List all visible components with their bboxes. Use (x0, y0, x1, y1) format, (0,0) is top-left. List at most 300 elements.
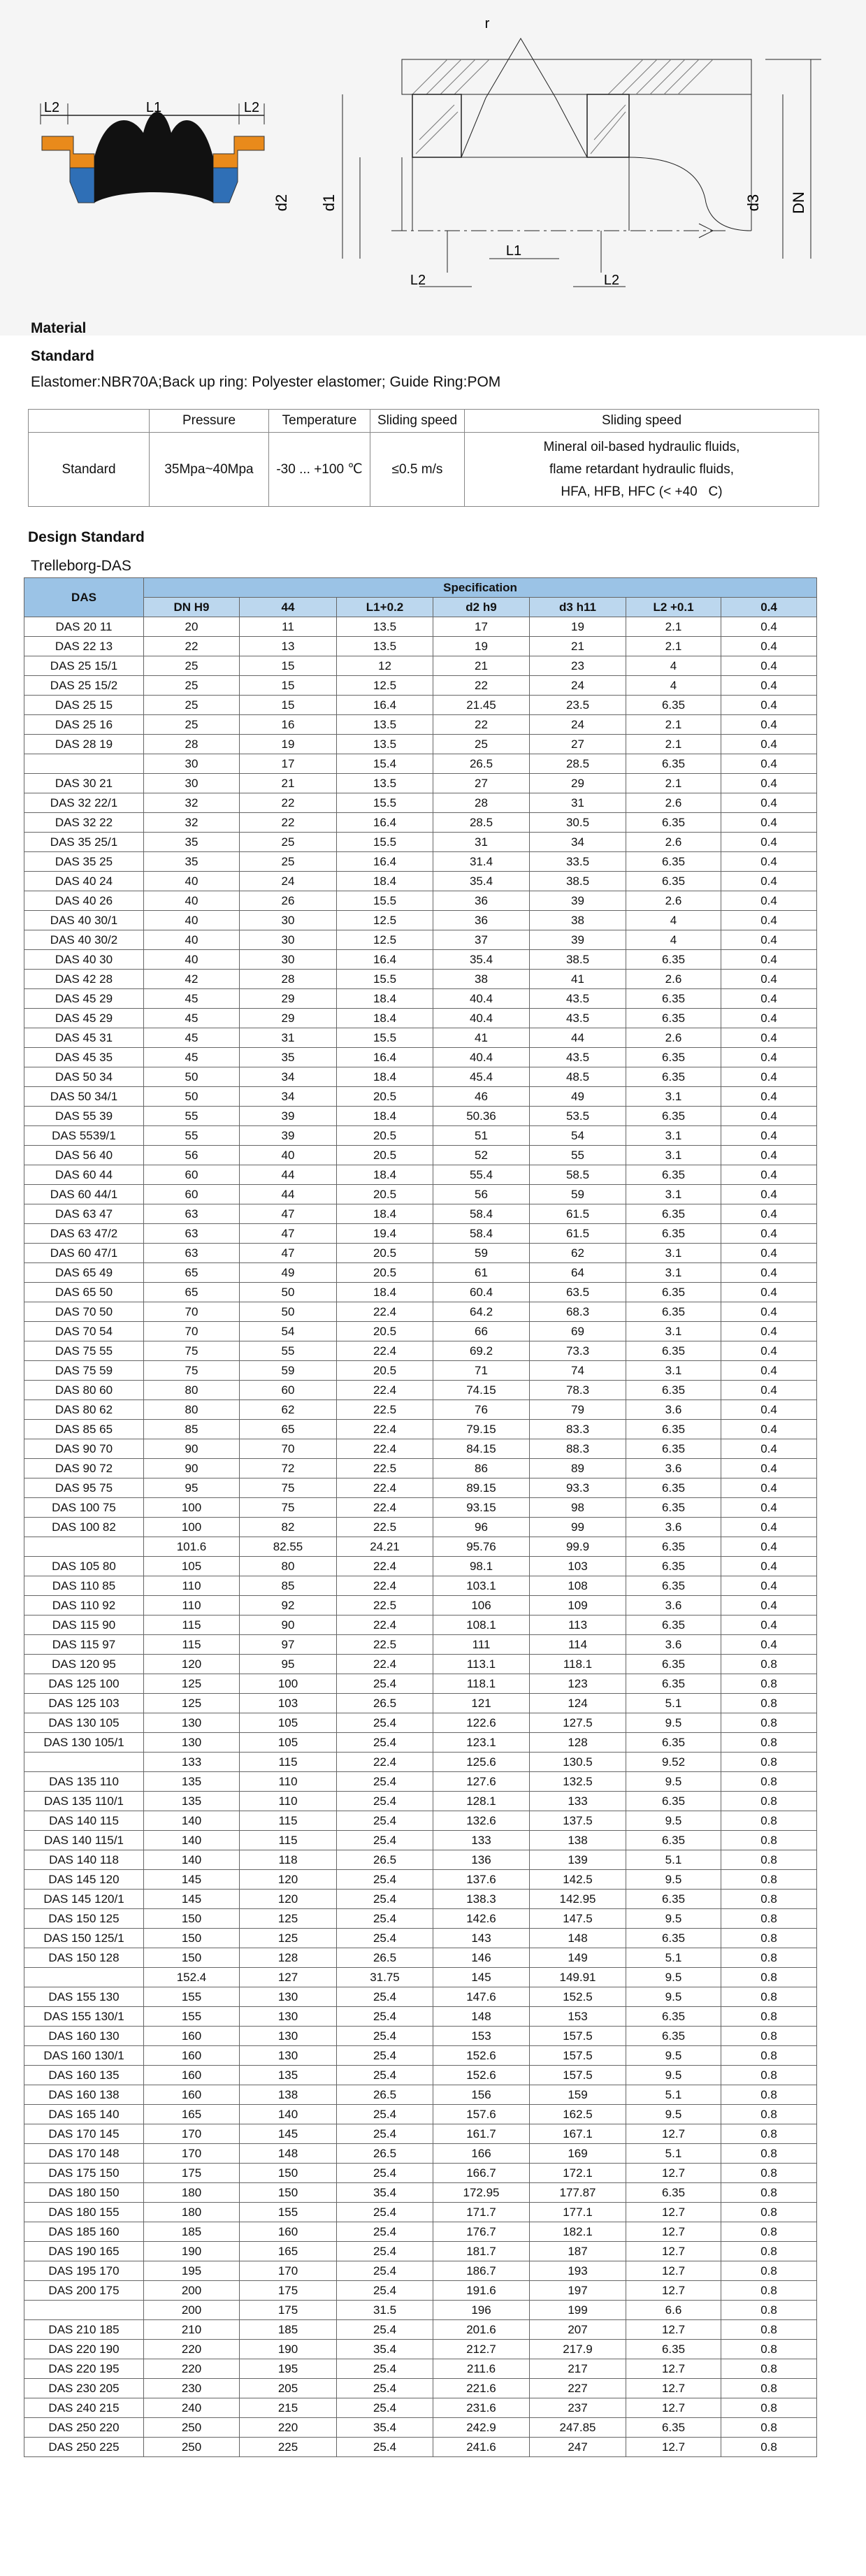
table-cell: 167.1 (530, 2124, 626, 2144)
table-row (24, 1087, 817, 1107)
table-cell: 18.4 (337, 1107, 433, 1126)
table-cell: 201.6 (433, 2320, 530, 2340)
table-row (24, 1498, 817, 1518)
table-cell: 161.7 (433, 2124, 530, 2144)
das-part-number: DAS 170 148 (24, 2144, 144, 2164)
table-row (24, 1674, 817, 1694)
table-cell: 0.8 (721, 2105, 817, 2124)
table-cell: 0.8 (721, 1831, 817, 1850)
table-cell: 25.4 (337, 2359, 433, 2379)
table-cell: 25.4 (337, 1870, 433, 1890)
table-cell: 3.6 (626, 1518, 721, 1537)
das-part-number: DAS 150 125 (24, 1909, 144, 1929)
table-cell: 62 (240, 1400, 337, 1420)
table-cell: 135 (144, 1772, 240, 1792)
table-row (24, 2027, 817, 2046)
table-cell: 29 (240, 989, 337, 1009)
table-cell: 59 (530, 1185, 626, 1204)
table-cell: 3.6 (626, 1459, 721, 1478)
table-cell: 35.4 (337, 2340, 433, 2359)
table-cell: 63 (144, 1224, 240, 1244)
table-cell: 0.4 (721, 930, 817, 950)
table-cell: 58.5 (530, 1165, 626, 1185)
table-row (24, 2242, 817, 2261)
table-cell: 9.5 (626, 1968, 721, 1987)
table-cell: 12.7 (626, 2261, 721, 2281)
table-cell: 24 (530, 676, 626, 696)
table-cell: 128 (240, 1948, 337, 1968)
table-cell: 215 (240, 2398, 337, 2418)
das-part-number: DAS 75 55 (24, 1341, 144, 1361)
table-cell: 0.8 (721, 1890, 817, 1909)
table-cell: 115 (144, 1635, 240, 1655)
das-part-number: DAS 35 25 (24, 852, 144, 872)
table-row (24, 1185, 817, 1204)
table-cell: 193 (530, 2261, 626, 2281)
table-cell: 32 (144, 793, 240, 813)
table-cell: 50 (144, 1067, 240, 1087)
table-cell: 22 (240, 793, 337, 813)
table-cell: 185 (144, 2222, 240, 2242)
table-cell: 13.5 (337, 774, 433, 793)
table-cell: 54 (240, 1322, 337, 1341)
table-row (24, 2301, 817, 2320)
table-cell: 22.4 (337, 1478, 433, 1498)
table-cell: 0.8 (721, 2242, 817, 2261)
table-cell: 2.6 (626, 833, 721, 852)
table-cell: 2.1 (626, 617, 721, 637)
table-cell: 160 (144, 2046, 240, 2066)
table-cell: 0.4 (721, 1204, 817, 1224)
table-cell: 22.4 (337, 1616, 433, 1635)
table-cell: 9.5 (626, 2105, 721, 2124)
table-cell: 139 (530, 1850, 626, 1870)
col-l1: L1+0.2 (337, 598, 433, 617)
table-cell: 72 (240, 1459, 337, 1478)
table-row (24, 1028, 817, 1048)
table-cell: 6.35 (626, 1478, 721, 1498)
table-cell: 149 (530, 1948, 626, 1968)
table-cell: 0.8 (721, 2007, 817, 2027)
das-part-number: DAS 250 220 (24, 2418, 144, 2438)
table-cell: 69 (530, 1322, 626, 1341)
table-cell: 157.6 (433, 2105, 530, 2124)
table-cell: 3.6 (626, 1596, 721, 1616)
das-part-number: DAS 42 28 (24, 970, 144, 989)
table-cell: 25.4 (337, 1713, 433, 1733)
table-cell: 31.75 (337, 1968, 433, 1987)
table-cell: 241.6 (433, 2438, 530, 2457)
table-cell: 13.5 (337, 617, 433, 637)
table-row (24, 1870, 817, 1890)
table-cell: 135 (240, 2066, 337, 2085)
table-cell: 0.4 (721, 1420, 817, 1439)
table-cell: 105 (240, 1733, 337, 1753)
table-cell: 100 (144, 1498, 240, 1518)
table-cell: 12.7 (626, 2379, 721, 2398)
table-cell: 45 (144, 1009, 240, 1028)
das-part-number: DAS 28 19 (24, 735, 144, 754)
col-44: 44 (240, 598, 337, 617)
table-cell: 29 (530, 774, 626, 793)
das-part-number: DAS 25 15/2 (24, 676, 144, 696)
table-cell: 169 (530, 2144, 626, 2164)
table-cell: 0.4 (721, 989, 817, 1009)
table-cell: 58.4 (433, 1224, 530, 1244)
table-row (24, 715, 817, 735)
table-cell: 221.6 (433, 2379, 530, 2398)
table-row (24, 1224, 817, 1244)
table-cell: 99.9 (530, 1537, 626, 1557)
table-cell: 26.5 (337, 2085, 433, 2105)
table-cell: 43.5 (530, 1009, 626, 1028)
table-cell: 6.35 (626, 1048, 721, 1067)
table-cell: 19 (240, 735, 337, 754)
table-cell: 247 (530, 2438, 626, 2457)
table-cell: 15.5 (337, 833, 433, 852)
das-part-number: DAS 135 110 (24, 1772, 144, 1792)
das-part-number: DAS 210 185 (24, 2320, 144, 2340)
table-cell: 12 (337, 656, 433, 676)
table-cell: 22.5 (337, 1518, 433, 1537)
table-row (24, 1987, 817, 2007)
table-row (24, 676, 817, 696)
table-cell: 35.4 (433, 950, 530, 970)
table-cell: 127.5 (530, 1713, 626, 1733)
table-cell: 30 (144, 754, 240, 774)
seal-drawings-svg (0, 0, 866, 336)
table-cell: 6.35 (626, 1890, 721, 1909)
table-cell: 25 (240, 852, 337, 872)
table-cell: 137.5 (530, 1811, 626, 1831)
table-cell: 20.5 (337, 1263, 433, 1283)
table-cell: 0.4 (721, 735, 817, 754)
table-cell: 38 (530, 911, 626, 930)
das-part-number (24, 1753, 144, 1772)
table-cell: 0.8 (721, 1733, 817, 1753)
table-cell: 145 (144, 1890, 240, 1909)
table-cell: 15.5 (337, 970, 433, 989)
table-cell: 60.4 (433, 1283, 530, 1302)
table-cell: 20.5 (337, 1244, 433, 1263)
das-part-number: DAS 85 65 (24, 1420, 144, 1439)
table-cell: 15 (240, 676, 337, 696)
table-cell: 157.5 (530, 2046, 626, 2066)
material-description: Elastomer:NBR70A;Back up ring: Polyester elastomer; Guide Ring:POM (31, 374, 501, 390)
table-row (24, 1655, 817, 1674)
table-cell: 125 (144, 1694, 240, 1713)
das-part-number: DAS 140 118 (24, 1850, 144, 1870)
table-cell: 125 (240, 1909, 337, 1929)
table-row (24, 2046, 817, 2066)
table-cell: 75 (144, 1341, 240, 1361)
table-cell: 93.3 (530, 1478, 626, 1498)
table-cell: 127.6 (433, 1772, 530, 1792)
table-cell: 92 (240, 1596, 337, 1616)
table-cell: 0.4 (721, 1263, 817, 1283)
table-cell: 21 (240, 774, 337, 793)
table-cell: 0.4 (721, 676, 817, 696)
table-cell: 0.4 (721, 1478, 817, 1498)
table-cell: 4 (626, 676, 721, 696)
table-cell: 0.4 (721, 1244, 817, 1263)
table-cell: 22 (433, 715, 530, 735)
table-cell: 23 (530, 656, 626, 676)
table-cell: 6.35 (626, 2183, 721, 2203)
table-cell: 19.4 (337, 1224, 433, 1244)
standard-heading: Standard (31, 348, 95, 364)
table-cell: 0.4 (721, 774, 817, 793)
table-cell: 200 (144, 2301, 240, 2320)
table-cell: 49 (240, 1263, 337, 1283)
das-part-number: DAS 5539/1 (24, 1126, 144, 1146)
table-cell: 20.5 (337, 1087, 433, 1107)
table-cell: 12.7 (626, 2281, 721, 2301)
table-cell: 110 (240, 1772, 337, 1792)
table-cell: 6.35 (626, 2027, 721, 2046)
table-cell: 6.35 (626, 1381, 721, 1400)
spec-row-label: Standard (29, 433, 150, 507)
table-cell: 130 (144, 1733, 240, 1753)
das-part-number (24, 754, 144, 774)
table-row (24, 656, 817, 676)
table-cell: 40 (240, 1146, 337, 1165)
das-part-number: DAS 65 49 (24, 1263, 144, 1283)
das-part-number: DAS 185 160 (24, 2222, 144, 2242)
table-cell: 75 (240, 1498, 337, 1518)
table-cell: 197 (530, 2281, 626, 2301)
das-part-number: DAS 75 59 (24, 1361, 144, 1381)
table-cell: 9.5 (626, 1772, 721, 1792)
table-cell: 110 (240, 1792, 337, 1811)
table-cell: 95.76 (433, 1537, 530, 1557)
table-cell: 237 (530, 2398, 626, 2418)
das-part-number: DAS 180 150 (24, 2183, 144, 2203)
table-cell: 150 (144, 1929, 240, 1948)
table-cell: 133 (144, 1753, 240, 1772)
table-cell: 22.5 (337, 1635, 433, 1655)
table-cell: 6.35 (626, 1733, 721, 1753)
table-cell: 43.5 (530, 1048, 626, 1067)
das-part-number: DAS 63 47 (24, 1204, 144, 1224)
table-cell: 0.8 (721, 1968, 817, 1987)
table-cell: 38.5 (530, 872, 626, 891)
table-row (24, 1811, 817, 1831)
table-cell: 115 (240, 1753, 337, 1772)
table-cell: 0.8 (721, 2438, 817, 2457)
table-cell: 44 (530, 1028, 626, 1048)
table-row (24, 1968, 817, 1987)
table-cell: 90 (240, 1616, 337, 1635)
table-cell: 140 (144, 1831, 240, 1850)
table-cell: 0.8 (721, 2261, 817, 2281)
table-cell: 6.35 (626, 1576, 721, 1596)
table-row (24, 1537, 817, 1557)
table-cell: 0.4 (721, 1165, 817, 1185)
table-row (24, 2105, 817, 2124)
table-cell: 181.7 (433, 2242, 530, 2261)
table-row (24, 1459, 817, 1478)
table-cell: 16.4 (337, 696, 433, 715)
table-cell: 6.35 (626, 2418, 721, 2438)
table-cell: 145 (240, 2124, 337, 2144)
table-cell: 0.4 (721, 715, 817, 735)
table-cell: 0.8 (721, 1792, 817, 1811)
das-part-number: DAS 70 54 (24, 1322, 144, 1341)
table-cell: 166.7 (433, 2164, 530, 2183)
table-cell: 40 (144, 872, 240, 891)
das-part-number: DAS 170 145 (24, 2124, 144, 2144)
table-cell: 63 (144, 1244, 240, 1263)
table-cell: 20.5 (337, 1322, 433, 1341)
table-cell: 16 (240, 715, 337, 735)
table-cell: 79.15 (433, 1420, 530, 1439)
table-cell: 19 (530, 617, 626, 637)
table-cell: 185 (240, 2320, 337, 2340)
table-cell: 145 (144, 1870, 240, 1890)
table-cell: 21 (433, 656, 530, 676)
table-cell: 0.8 (721, 2164, 817, 2183)
table-row (24, 735, 817, 754)
table-cell: 0.8 (721, 2398, 817, 2418)
table-cell: 0.4 (721, 1185, 817, 1204)
table-cell: 12.7 (626, 2222, 721, 2242)
table-cell: 3.1 (626, 1185, 721, 1204)
table-cell: 0.8 (721, 2027, 817, 2046)
table-cell: 26.5 (433, 754, 530, 774)
table-cell: 160 (144, 2027, 240, 2046)
table-cell: 75 (144, 1361, 240, 1381)
table-cell: 187 (530, 2242, 626, 2261)
das-part-number: DAS 20 11 (24, 617, 144, 637)
table-cell: 175 (144, 2164, 240, 2183)
table-row (24, 1635, 817, 1655)
das-part-number: DAS 55 39 (24, 1107, 144, 1126)
material-heading: Material (31, 320, 87, 336)
table-cell: 0.8 (721, 2418, 817, 2438)
table-cell: 25.4 (337, 2027, 433, 2046)
table-cell: 24.21 (337, 1537, 433, 1557)
das-part-number: DAS 35 25/1 (24, 833, 144, 852)
table-cell: 130.5 (530, 1753, 626, 1772)
table-cell: 148 (530, 1929, 626, 1948)
table-cell: 6.35 (626, 1009, 721, 1028)
das-part-number: DAS 22 13 (24, 637, 144, 656)
table-cell: 0.8 (721, 1929, 817, 1948)
das-part-number: DAS 25 15/1 (24, 656, 144, 676)
table-cell: 0.4 (721, 1126, 817, 1146)
table-cell: 9.52 (626, 1753, 721, 1772)
table-cell: 0.4 (721, 1028, 817, 1048)
right-label-l2a: L2 (410, 273, 426, 288)
das-part-number: DAS 100 82 (24, 1518, 144, 1537)
table-cell: 105 (240, 1713, 337, 1733)
das-part-number: DAS 150 128 (24, 1948, 144, 1968)
table-cell: 0.4 (721, 970, 817, 989)
table-cell: 60 (144, 1185, 240, 1204)
table-cell: 70 (144, 1302, 240, 1322)
table-cell: 0.4 (721, 1596, 817, 1616)
table-cell: 16.4 (337, 813, 433, 833)
table-cell: 25.4 (337, 2281, 433, 2301)
das-part-number: DAS 80 62 (24, 1400, 144, 1420)
table-cell: 25 (144, 676, 240, 696)
table-cell: 148 (240, 2144, 337, 2164)
table-cell: 5.1 (626, 1948, 721, 1968)
table-cell: 0.4 (721, 617, 817, 637)
table-cell: 55 (530, 1146, 626, 1165)
das-part-number: DAS 40 26 (24, 891, 144, 911)
table-cell: 74.15 (433, 1381, 530, 1400)
table-cell: 3.6 (626, 1635, 721, 1655)
table-cell: 25.4 (337, 1929, 433, 1948)
table-row (24, 1929, 817, 1948)
table-cell: 22.4 (337, 1420, 433, 1439)
table-cell: 125.6 (433, 1753, 530, 1772)
table-cell: 6.35 (626, 1224, 721, 1244)
table-cell: 38 (433, 970, 530, 989)
table-cell: 36 (433, 911, 530, 930)
table-row (24, 2398, 817, 2418)
table-row (24, 852, 817, 872)
table-cell: 16.4 (337, 950, 433, 970)
table-cell: 0.8 (721, 1753, 817, 1772)
table-row (24, 1518, 817, 1537)
table-cell: 0.8 (721, 2144, 817, 2164)
table-cell: 22.4 (337, 1655, 433, 1674)
table-cell: 27 (530, 735, 626, 754)
table-cell: 97 (240, 1635, 337, 1655)
table-cell: 120 (144, 1655, 240, 1674)
table-cell: 25.4 (337, 1890, 433, 1909)
table-cell: 22.5 (337, 1400, 433, 1420)
col-l2: L2 +0.1 (626, 598, 721, 617)
table-cell: 15.4 (337, 754, 433, 774)
table-cell: 0.8 (721, 1772, 817, 1792)
table-cell: 121 (433, 1694, 530, 1713)
table-cell: 195 (144, 2261, 240, 2281)
table-cell: 55 (240, 1341, 337, 1361)
table-cell: 34 (240, 1067, 337, 1087)
table-cell: 0.4 (721, 1087, 817, 1107)
table-cell: 80 (144, 1400, 240, 1420)
table-cell: 9.5 (626, 2046, 721, 2066)
table-cell: 80 (144, 1381, 240, 1400)
table-cell: 26.5 (337, 1694, 433, 1713)
table-cell: 2.1 (626, 774, 721, 793)
das-part-number: DAS 80 60 (24, 1381, 144, 1400)
table-cell: 165 (144, 2105, 240, 2124)
table-cell: 12.7 (626, 2359, 721, 2379)
table-cell: 153 (530, 2007, 626, 2027)
table-row (24, 1204, 817, 1224)
table-cell: 6.35 (626, 1067, 721, 1087)
table-cell: 130 (240, 2027, 337, 2046)
table-cell: 170 (144, 2144, 240, 2164)
spec-header-row (29, 410, 819, 433)
das-col-header: DAS (24, 578, 144, 617)
table-cell: 0.4 (721, 656, 817, 676)
table-cell: 22 (144, 637, 240, 656)
table-cell: 64.2 (433, 1302, 530, 1322)
table-cell: 6.35 (626, 1107, 721, 1126)
table-cell: 0.8 (721, 2379, 817, 2398)
table-row (24, 950, 817, 970)
table-cell: 25.4 (337, 1674, 433, 1694)
table-cell: 23.5 (530, 696, 626, 715)
table-row (24, 2418, 817, 2438)
table-cell: 39 (530, 891, 626, 911)
